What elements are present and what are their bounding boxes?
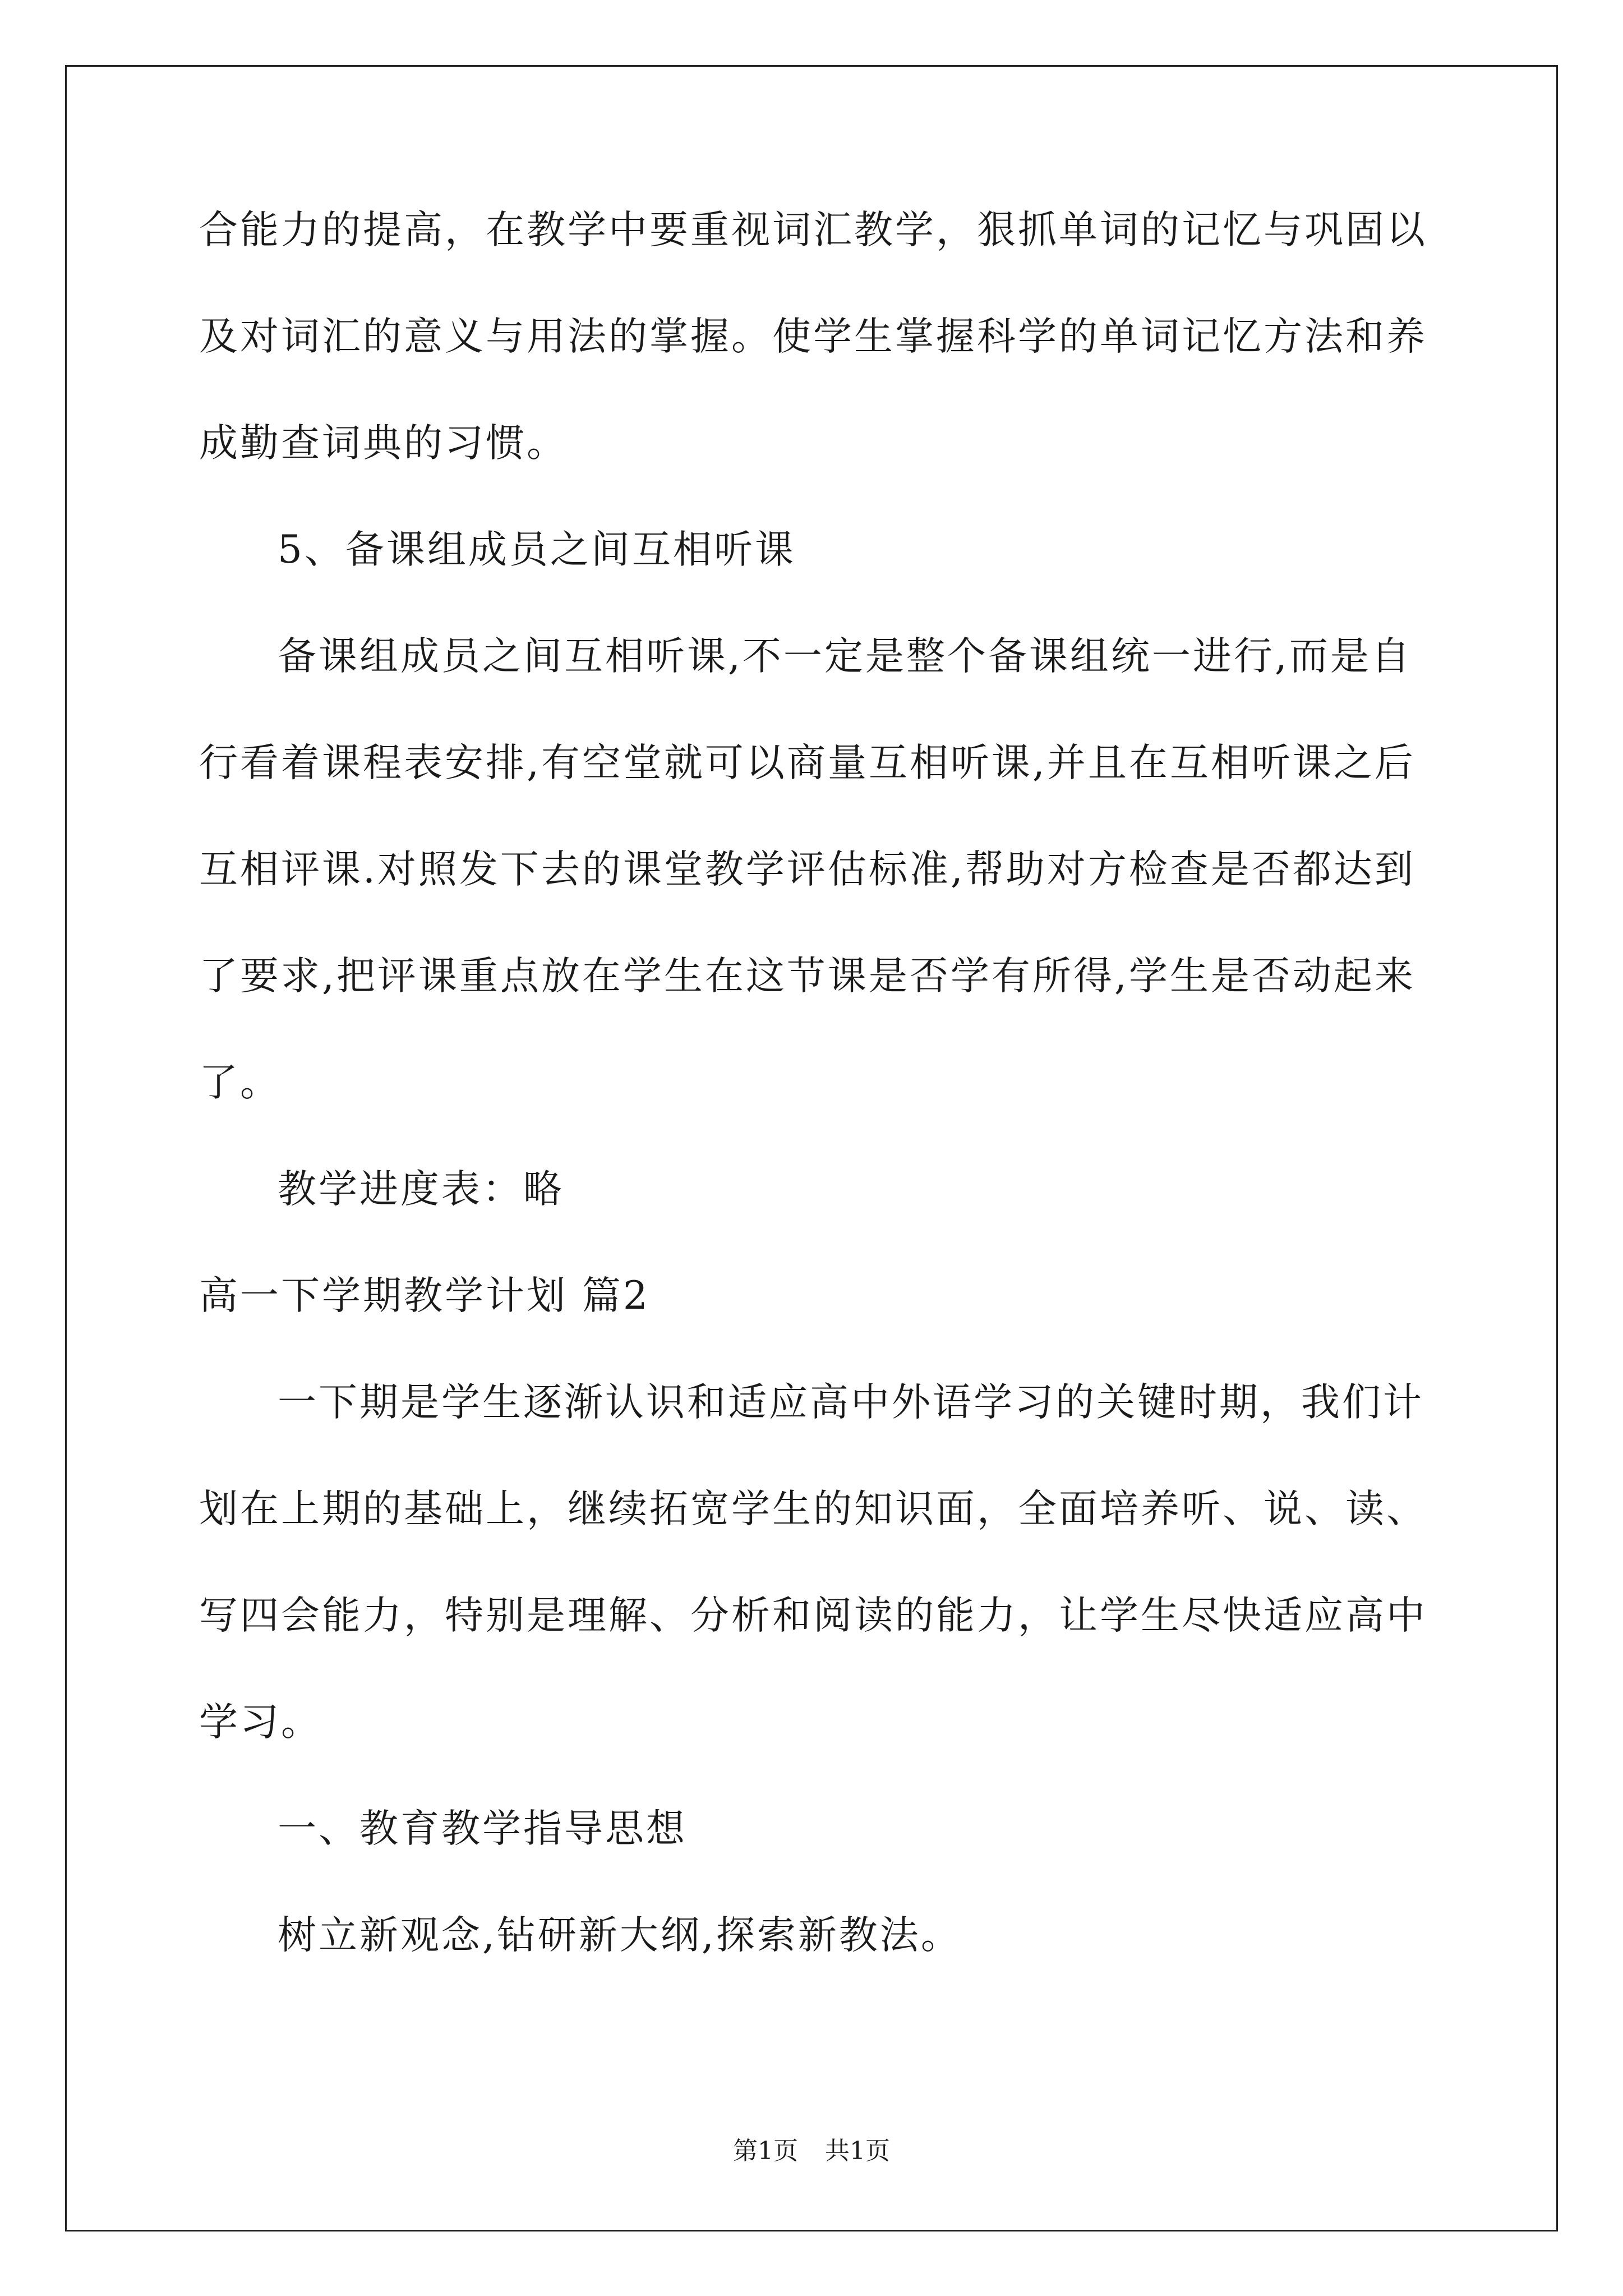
paragraph-line: 一下期是学生逐渐认识和适应高中外语学习的关键时期，我们计 bbox=[278, 1380, 1424, 1425]
section-heading: 一、教育教学指导思想 bbox=[278, 1806, 687, 1851]
section-heading: 5、备课组成员之间互相听课 bbox=[278, 527, 796, 572]
paragraph-line: 互相评课.对照发下去的课堂教学评估标准,帮助对方检查是否都达到 bbox=[199, 847, 1415, 892]
paragraph-line: 教学进度表：略 bbox=[278, 1167, 564, 1212]
paragraph-line: 成勤查词典的习惯。 bbox=[199, 421, 568, 466]
paragraph-line: 了要求,把评课重点放在学生在这节课是否学有所得,学生是否动起来 bbox=[199, 954, 1415, 999]
document-heading: 高一下学期教学计划 篇2 bbox=[199, 1273, 650, 1318]
page-total: 共1页 bbox=[825, 2137, 890, 2165]
paragraph-line: 行看着课程表安排,有空堂就可以商量互相听课,并且在互相听课之后 bbox=[199, 740, 1415, 785]
page-footer bbox=[0, 2134, 1623, 2168]
paragraph-line: 树立新观念,钻研新大纲,探索新教法。 bbox=[278, 1913, 962, 1958]
paragraph-line: 学习。 bbox=[199, 1700, 322, 1745]
paragraph-line: 划在上期的基础上，继续拓宽学生的知识面，全面培养听、说、读、 bbox=[199, 1487, 1427, 1531]
paragraph-line: 写四会能力，特别是理解、分析和阅读的能力，让学生尽快适应高中 bbox=[199, 1593, 1427, 1638]
paragraph-line: 合能力的提高，在教学中要重视词汇教学，狠抓单词的记忆与巩固以 bbox=[199, 208, 1427, 252]
paragraph-line: 备课组成员之间互相听课,不一定是整个备课组统一进行,而是自 bbox=[278, 634, 1412, 679]
page-number: 第1页 bbox=[733, 2137, 798, 2165]
page-border bbox=[65, 65, 1558, 2231]
paragraph-line: 及对词汇的意义与用法的掌握。使学生掌握科学的单词记忆方法和养 bbox=[199, 314, 1427, 359]
paragraph-line: 了。 bbox=[199, 1060, 281, 1105]
